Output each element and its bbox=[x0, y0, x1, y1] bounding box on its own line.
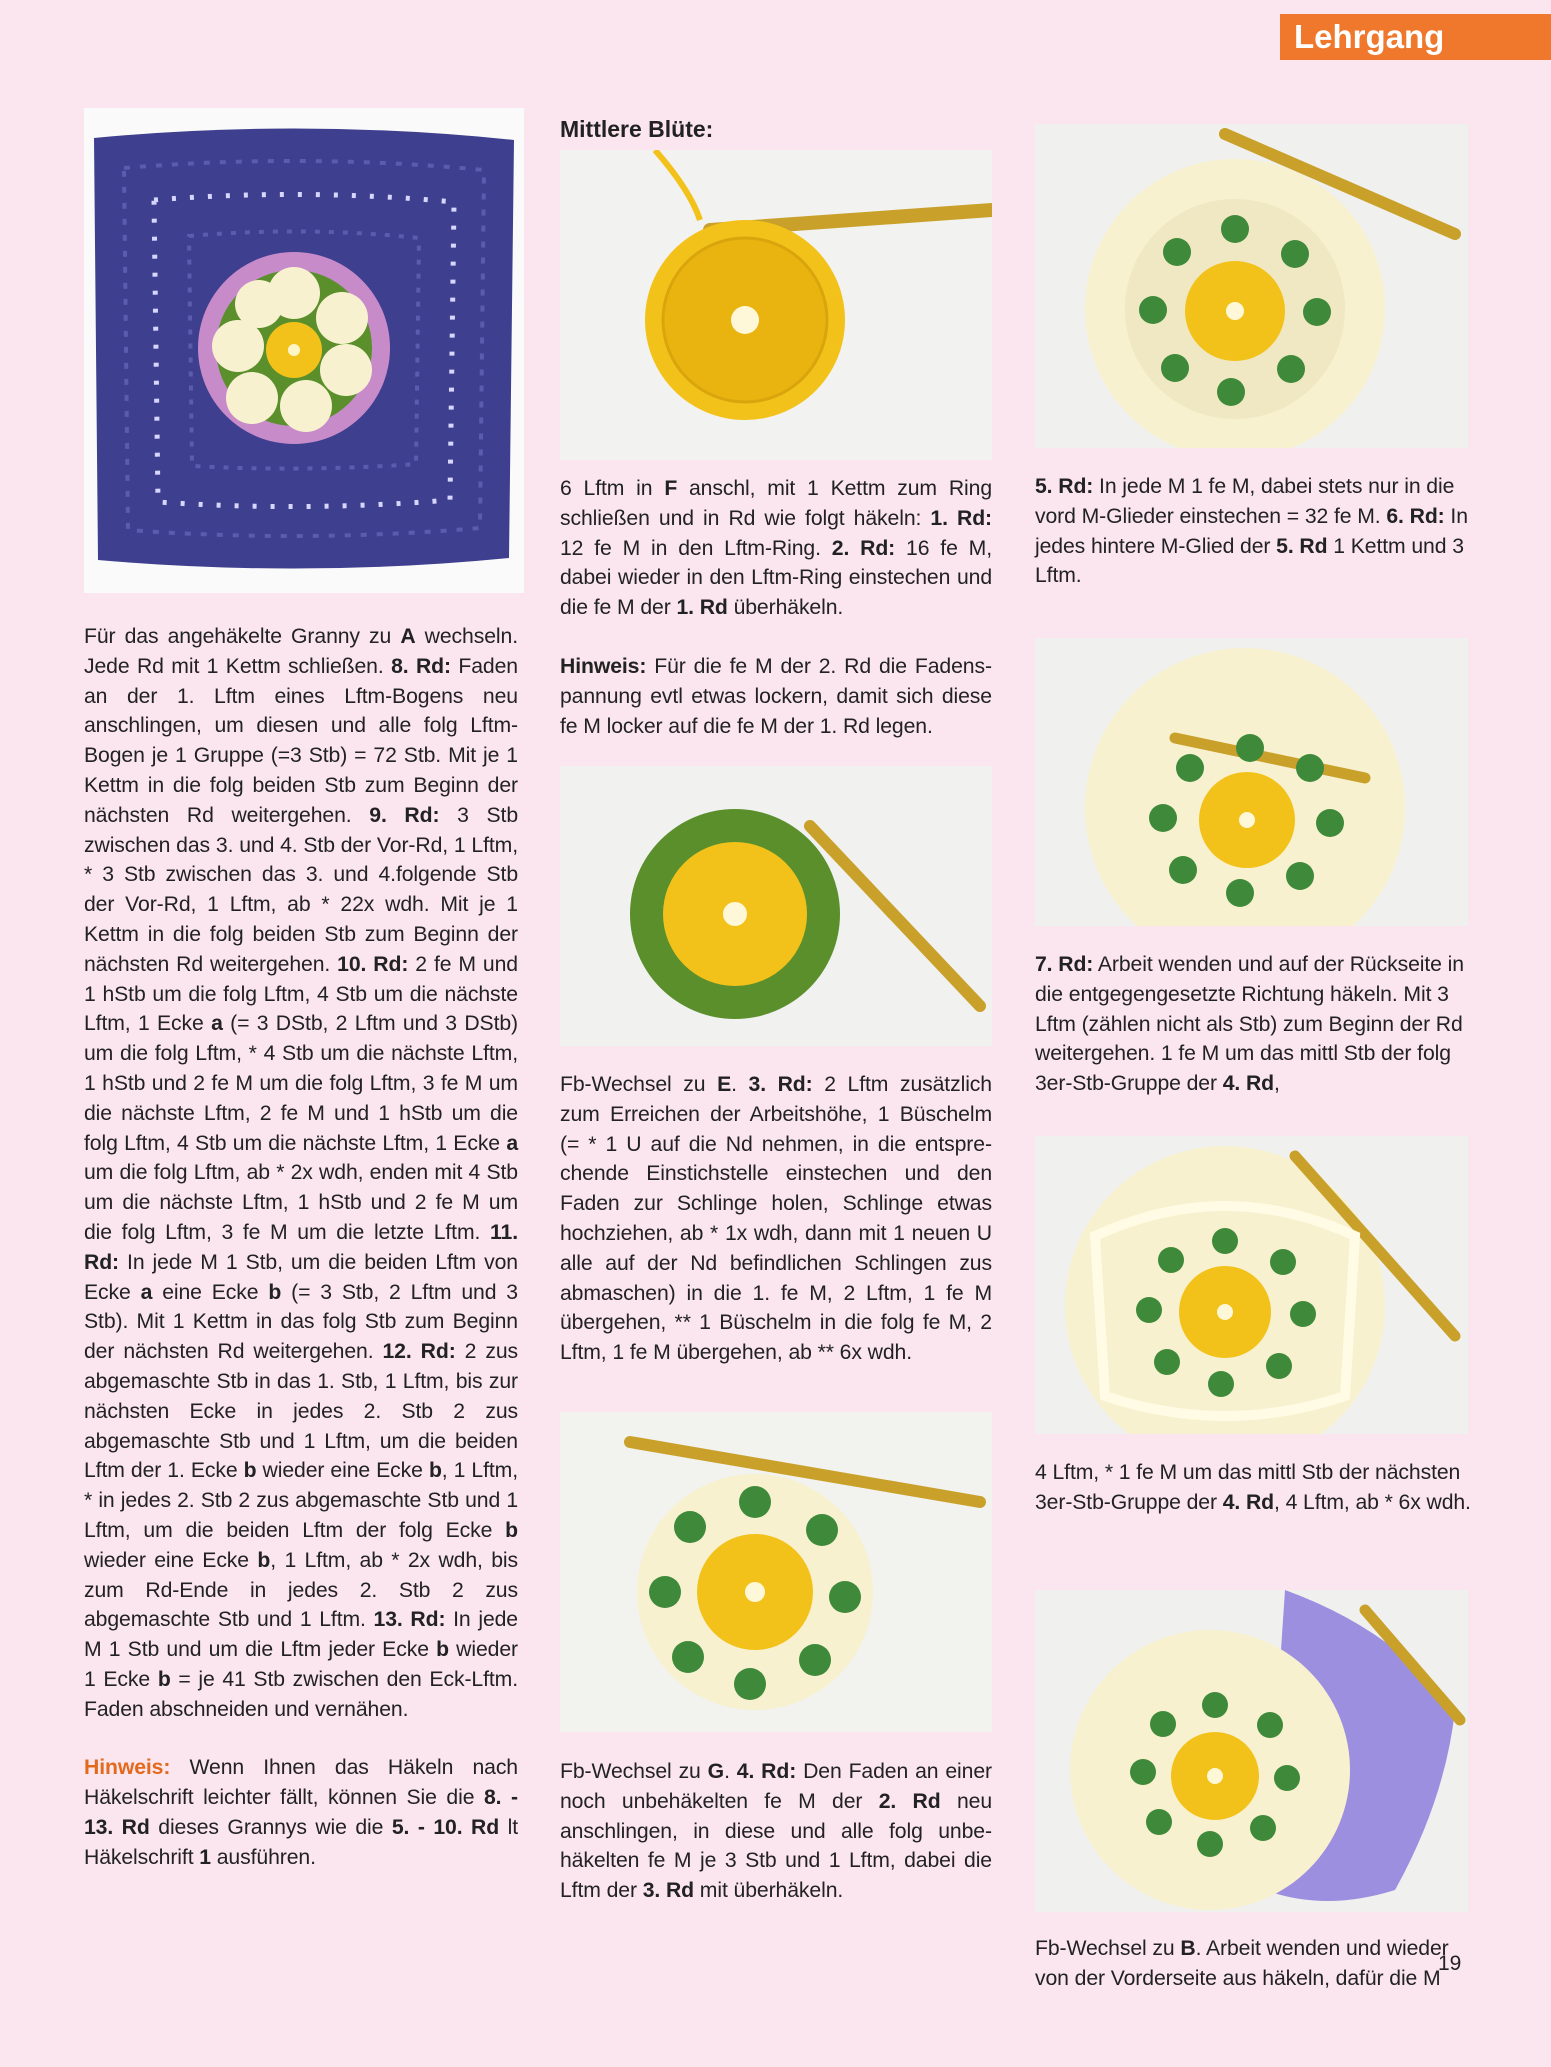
text-run: eine Ecke bbox=[152, 1280, 269, 1304]
text-run: mit überhäkeln. bbox=[694, 1879, 844, 1903]
bold-term: 7. Rd: bbox=[1035, 953, 1094, 976]
photo-step-lilac-petals bbox=[1035, 1590, 1468, 1912]
text-run: wieder eine Ecke bbox=[84, 1548, 258, 1572]
left-paragraph-hint bbox=[84, 1753, 518, 1872]
mid-paragraph-3 bbox=[560, 1070, 992, 1368]
text-run: 2 fe M und 1 hStb um die folg Lftm, 4 Stb um die nächste Lftm, 1 Ecke bbox=[84, 952, 518, 1036]
bold-term: 4. Rd: bbox=[736, 1760, 797, 1783]
bold-term: 9. Rd: bbox=[369, 803, 440, 827]
photo-step-chain-loops bbox=[1035, 1136, 1468, 1434]
bold-term: 13. Rd: bbox=[373, 1608, 446, 1632]
bold-term: b bbox=[505, 1518, 518, 1542]
text-run: . bbox=[724, 1760, 737, 1783]
middle-column-text-a bbox=[560, 474, 992, 741]
text-run: , 1 Lftm, ab * 2x wdh, bis zum Rd-Ende in jedes 2. Stb 2 zus abgemaschte Stb und 1 Lftm. bbox=[84, 1548, 518, 1632]
text-run: wieder 1 Ecke bbox=[84, 1638, 518, 1691]
bold-term: B bbox=[1180, 1937, 1196, 1960]
bold-term: 1 bbox=[199, 1845, 211, 1869]
text-run: , 1 Lftm, * in jedes 2. Stb 2 zus abgemaschte Stb und 1 Lftm, um die beiden Lftm der folg Ecke bbox=[84, 1459, 518, 1542]
text-run: . bbox=[731, 1073, 749, 1096]
bold-term: 6. Rd: bbox=[1386, 504, 1445, 528]
middle-column-text-c bbox=[560, 1757, 992, 1906]
bold-term: 2. Rd: bbox=[831, 536, 896, 560]
bold-term: 2. Rd bbox=[878, 1789, 941, 1813]
text-run: 12 fe M in den Lftm-Ring. bbox=[560, 536, 832, 560]
left-column-text bbox=[84, 622, 518, 1873]
text-run: 4 Lftm, * 1 fe M um das mittl Stb der nächsten 3er-Stb-Gruppe der bbox=[1035, 1461, 1461, 1514]
photo-step-yellow-ring bbox=[560, 150, 992, 460]
bold-term: 8. - 13. Rd bbox=[84, 1786, 518, 1840]
text-run: In jedes hintere M-Glied der bbox=[1035, 504, 1468, 558]
text-run: In jede M 1 Stb, um die beiden Lftm von Ecke bbox=[84, 1250, 518, 1304]
cream-ruffle-illustration bbox=[1035, 124, 1468, 448]
lilac-petals-illustration bbox=[1035, 1590, 1468, 1912]
yellow-ring-illustration bbox=[560, 150, 992, 460]
bold-term: E bbox=[717, 1073, 732, 1096]
text-run: Für das angehäkelte Granny zu bbox=[84, 625, 401, 648]
bold-term: 3. Rd bbox=[642, 1879, 695, 1903]
text-run: In jede M 1 fe M, dabei stets nur in die vord M-Glieder einstechen = 32 fe M. bbox=[1035, 475, 1455, 528]
bold-term: 4. Rd bbox=[1222, 1072, 1275, 1096]
heading-middle-flower: Mittlere Blüte: bbox=[560, 116, 714, 142]
bold-term: b bbox=[257, 1548, 271, 1572]
green-round-illustration bbox=[560, 766, 992, 1046]
bold-term: G bbox=[707, 1760, 725, 1783]
bold-term: 12. Rd: bbox=[382, 1340, 456, 1364]
text-run: dieses Grannys wie die bbox=[149, 1816, 392, 1840]
right-paragraph-4 bbox=[1035, 1934, 1473, 1994]
text-run: Wenn Ihnen das Häkeln nach Häkelschrift leichter fällt, können Sie die bbox=[84, 1756, 518, 1810]
bold-term: a bbox=[506, 1131, 518, 1155]
text-run: wieder eine Ecke bbox=[256, 1459, 429, 1483]
text-run: 6 Lftm in bbox=[560, 477, 665, 500]
text-run: , bbox=[1274, 1072, 1280, 1096]
middle-column-text-b bbox=[560, 1070, 992, 1368]
bold-term: b bbox=[243, 1459, 257, 1483]
bold-term: a bbox=[140, 1280, 153, 1304]
bold-term: b bbox=[428, 1459, 442, 1483]
text-run: In jede M 1 Stb und um die Lftm jeder Ecke bbox=[84, 1608, 518, 1662]
bold-term: 5. Rd bbox=[1276, 534, 1328, 558]
right-paragraph-2 bbox=[1035, 950, 1473, 1099]
text-run: 2 zus abgemaschte Stb in das 1. Stb, 1 Lftm, bis zur nächsten Ecke in jedes 2. Stb 2 zus abgemaschte Stb und 1 Lftm, um die beiden Lftm der 1. Ecke bbox=[84, 1340, 518, 1483]
text-run: 2 Lftm zusätzlich zum Erreichen der Arbeitshöhe, 1 Büschelm (= * 1 U auf die Nd nehmen, in die entsprechende Einstichstelle einstechen und den Faden zur Schlinge holen, Schlinge etwas hochziehen, ab * 1x wdh, dann mit 1 neuen U alle auf der Nd befindlichen Schlingen zus abmaschen) in die 1. fe M, 2 Lftm, 1 fe M übergehen, ** 1 Büschelm in die folg fe M, 2 Lftm, 1 fe M übergehen, ab ** 6x wdh. bbox=[560, 1073, 992, 1365]
bold-term: b bbox=[268, 1280, 282, 1304]
text-run: Fb-Wechsel zu bbox=[560, 1760, 708, 1783]
right-column-text-c bbox=[1035, 1458, 1473, 1518]
left-paragraph-1 bbox=[84, 622, 518, 1724]
text-run: Den Faden an einer noch unbehäkelten fe M der bbox=[560, 1760, 992, 1813]
bold-term: 5. Rd: bbox=[1035, 475, 1094, 498]
bold-term: F bbox=[664, 477, 678, 500]
right-paragraph-1 bbox=[1035, 472, 1473, 591]
right-column-text-a bbox=[1035, 472, 1473, 591]
bold-term: a bbox=[211, 1012, 223, 1036]
bold-term: b bbox=[436, 1638, 449, 1662]
text-run: . Arbeit wenden und wieder von der Vorderseite aus häkeln, dafür die M bbox=[1035, 1937, 1449, 1990]
bold-term: 8. Rd: bbox=[391, 654, 451, 678]
text-run: wechseln. Jede Rd mit 1 Kettm schließen. bbox=[84, 625, 518, 678]
text-run: , 4 Lftm, ab * 6x wdh. bbox=[1274, 1490, 1471, 1514]
text-run: 1 Kettm und 3 Lftm. bbox=[1035, 534, 1464, 588]
mid-paragraph-1 bbox=[560, 474, 992, 623]
text-run: Fb-Wechsel zu bbox=[560, 1073, 718, 1096]
right-paragraph-3 bbox=[1035, 1458, 1473, 1518]
text-run: um die folg Lftm, ab * 2x wdh, enden mit 4 Stb um die nächste Lftm, 1 hStb und 2 fe M um die folg Lftm, 3 fe M um die letzte Lftm. bbox=[84, 1161, 518, 1244]
bold-term: Hinweis: bbox=[560, 654, 647, 678]
bold-term: 1. Rd bbox=[676, 596, 728, 620]
text-run: 16 fe M, dabei wieder in den Lftm-Ring einstechen und die fe M der bbox=[560, 536, 992, 620]
bold-term: A bbox=[400, 625, 416, 648]
photo-step-cream-round bbox=[560, 1412, 992, 1732]
text-run: ausführen. bbox=[210, 1845, 316, 1869]
cream-round-illustration bbox=[560, 1412, 992, 1732]
text-run: Faden an der 1. Lftm eines Lftm-Bogens neu anschlingen, um diesen und alle folg Lftm-Bogen je 1 Gruppe (=3 Stb) = 72 Stb. Mit je 1 Kettm in die folg beiden Stb zum Beginn der nächsten Rd weitergehen. bbox=[84, 654, 518, 827]
right-column-text-b bbox=[1035, 950, 1473, 1099]
text-run: lt Häkelschrift bbox=[84, 1816, 519, 1869]
bold-term: b bbox=[157, 1667, 171, 1691]
bold-term: 11. Rd: bbox=[84, 1220, 518, 1274]
text-run: neu anschlingen, in diese und alle folg unbehäkelten fe M je 3 Stb und 1 Lftm, dabei die Lftm der bbox=[560, 1789, 993, 1903]
text-run: Fb-Wechsel zu bbox=[1035, 1937, 1181, 1960]
page-number: 19 bbox=[1438, 1952, 1462, 1975]
text-run: 3 Stb zwischen das 3. und 4. Stb der Vor-Rd, 1 Lftm, * 3 Stb zwischen das 3. und 4.folgende Stb der Vor-Rd, 1 Lftm, ab * 22x wdh. Mit je 1 Kettm in die folg beiden Stb zum Beginn der nächsten Rd weitergehen. bbox=[84, 803, 518, 976]
text-run: (= 3 Stb, 2 Lftm und 3 Stb). Mit 1 Kettm in das folg Stb zum Beginn der nächsten Rd weitergehen. bbox=[84, 1280, 518, 1364]
back-side-illustration bbox=[1035, 638, 1468, 926]
bold-term: 1. Rd: bbox=[930, 506, 992, 530]
text-run: Für die fe M der 2. Rd die Fadenspannung evtl etwas lockern, damit sich diese fe M locker auf die fe M der 1. Rd legen. bbox=[560, 654, 992, 738]
text-run: überhäkeln. bbox=[727, 596, 844, 620]
mid-paragraph-4 bbox=[560, 1757, 992, 1906]
bold-term: 10. Rd: bbox=[337, 952, 409, 976]
bold-term: 3. Rd: bbox=[748, 1073, 813, 1096]
text-run: anschl, mit 1 Kettm zum Ring schließen und in Rd wie folgt häkeln: bbox=[560, 477, 992, 530]
text-run: (= 3 DStb, 2 Lftm und 3 DStb) um die folg Lftm, * 4 Stb um die nächste Lftm, 1 hStb und 2 fe M um die folg Lftm, 3 fe M um die nächste Lftm, 2 fe M und 1 hStb um die folg Lftm, 4 Stb um die nächste Lftm, 1 Ecke bbox=[84, 1012, 519, 1155]
section-badge: Lehrgang bbox=[1280, 14, 1551, 60]
chain-loops-illustration bbox=[1035, 1136, 1468, 1434]
bold-term: 4. Rd bbox=[1222, 1490, 1275, 1514]
hint-label: Hinweis: bbox=[84, 1756, 171, 1780]
text-run: Arbeit wenden und auf der Rückseite in die entgegengesetzte Richtung häkeln. Mit 3 Lftm (zählen nicht als Stb) zum Beginn der Rd weitergehen. 1 fe M um das mittl Stb der folg 3er-Stb-Gruppe der bbox=[1035, 953, 1464, 1096]
photo-step-cream-ruffle bbox=[1035, 124, 1468, 448]
photo-step-back-side bbox=[1035, 638, 1468, 926]
mid-paragraph-hint bbox=[560, 652, 992, 741]
photo-step-green-round bbox=[560, 766, 992, 1046]
granny-square-illustration bbox=[84, 108, 524, 593]
right-column-text-d bbox=[1035, 1934, 1473, 1994]
text-run: = je 41 Stb zwischen den Eck-Lftm. Faden abschneiden und vernähen. bbox=[84, 1667, 518, 1721]
photo-granny-square bbox=[84, 108, 524, 593]
bold-term: 5. - 10. Rd bbox=[391, 1816, 500, 1840]
